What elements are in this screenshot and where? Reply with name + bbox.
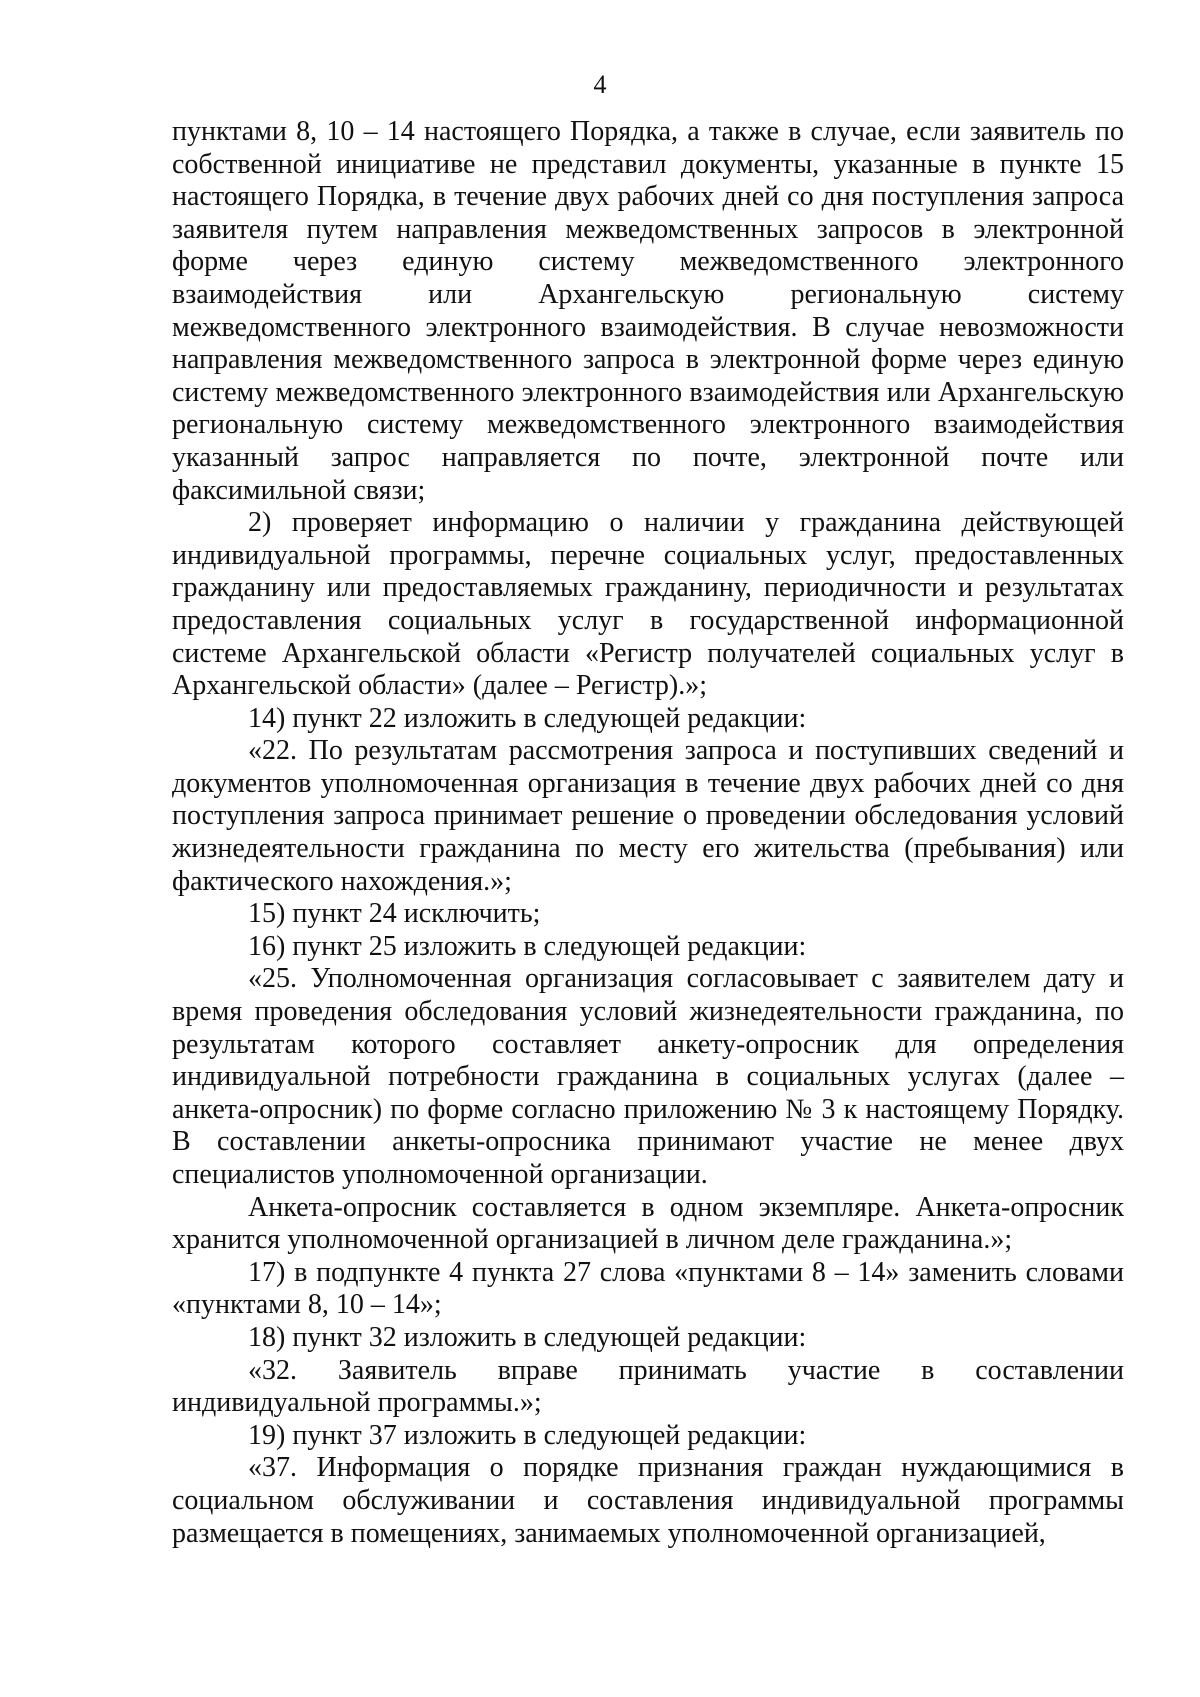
paragraph-amendment-17: 17) в подпункте 4 пункта 27 слова «пунктами 8 – 14» заменить словами «пунктами 8, 10 – 14»; [172, 1256, 1124, 1321]
paragraph-amendment-14: 14) пункт 22 изложить в следующей редакции: [248, 702, 807, 734]
paragraph-point-22: «22. По результатам рассмотрения запроса и поступивших сведений и документов уполномоченная организация в течение двух рабочих дней со дня поступления запроса принимает решение о проведении обследования условий жизнедеятельности гражданина по месту его жительства (пребывания) или фактического нахождения.»; [172, 735, 1124, 897]
paragraph-amendment-16: 16) пункт 25 изложить в следующей редакции: [248, 930, 807, 962]
paragraph-continuation: пунктами 8, 10 – 14 настоящего Порядка, а также в случае, если заявитель по собственной инициативе не представил документы, указанные в пункте 15 настоящего Порядка, в течение двух рабочих дней со дня поступления запроса заявителя путем направления межведомственных запросов в электронной форме через единую систему межведомственного электронного взаимодействия или Архангельскую региональную систему межведомственного электронного взаимодействия. В случае невозможности направления межведомственного запроса в электронной форме через единую систему межведомственного электронного взаимодействия или Архангельскую региональную систему межведомственного электронного взаимодействия указанный запрос направляется по почте, электронной почте или факсимильной связи; [172, 116, 1124, 506]
document-body [172, 116, 1124, 1550]
paragraph-point-32: «32. Заявитель вправе принимать участие в составлении индивидуальной программы.»; [172, 1354, 1124, 1419]
page-number: 4 [593, 70, 607, 99]
paragraph-amendment-15: 15) пункт 24 исключить; [248, 898, 541, 930]
paragraph-amendment-19: 19) пункт 37 изложить в следующей редакции: [248, 1419, 807, 1451]
paragraph-point-25: «25. Уполномоченная организация согласовывает с заявителем дату и время проведения обследования условий жизнедеятельности гражданина, по результатам которого составляет анкету-опросник для определения индивидуальной потребности гражданина в социальных услугах (далее – анкета-опросник) по форме согласно приложению № 3 к настоящему Порядку. В составлении анкеты-опросника принимают участие не менее двух специалистов уполномоченной организации. [172, 963, 1124, 1190]
paragraph-item-2: 2) проверяет информацию о наличии у гражданина действующей индивидуальной программы, перечне социальных услуг, предоставленных гражданину или предоставляемых гражданину, периодичности и результатах предоставления социальных услуг в государственной информационной системе Архангельской области «Регистр получателей социальных услуг в Архангельской области» (далее – Регистр).»; [172, 507, 1124, 702]
paragraph-point-37: «37. Информация о порядке признания граждан нуждающимися в социальном обслуживании и составления индивидуальной программы размещается в помещениях, занимаемых уполномоченной организацией, [172, 1452, 1124, 1549]
paragraph-amendment-18: 18) пункт 32 изложить в следующей редакции: [248, 1321, 807, 1353]
paragraph-questionnaire: Анкета-опросник составляется в одном экземпляре. Анкета-опросник хранится уполномоченной организацией в личном деле гражданина.»; [172, 1191, 1124, 1256]
